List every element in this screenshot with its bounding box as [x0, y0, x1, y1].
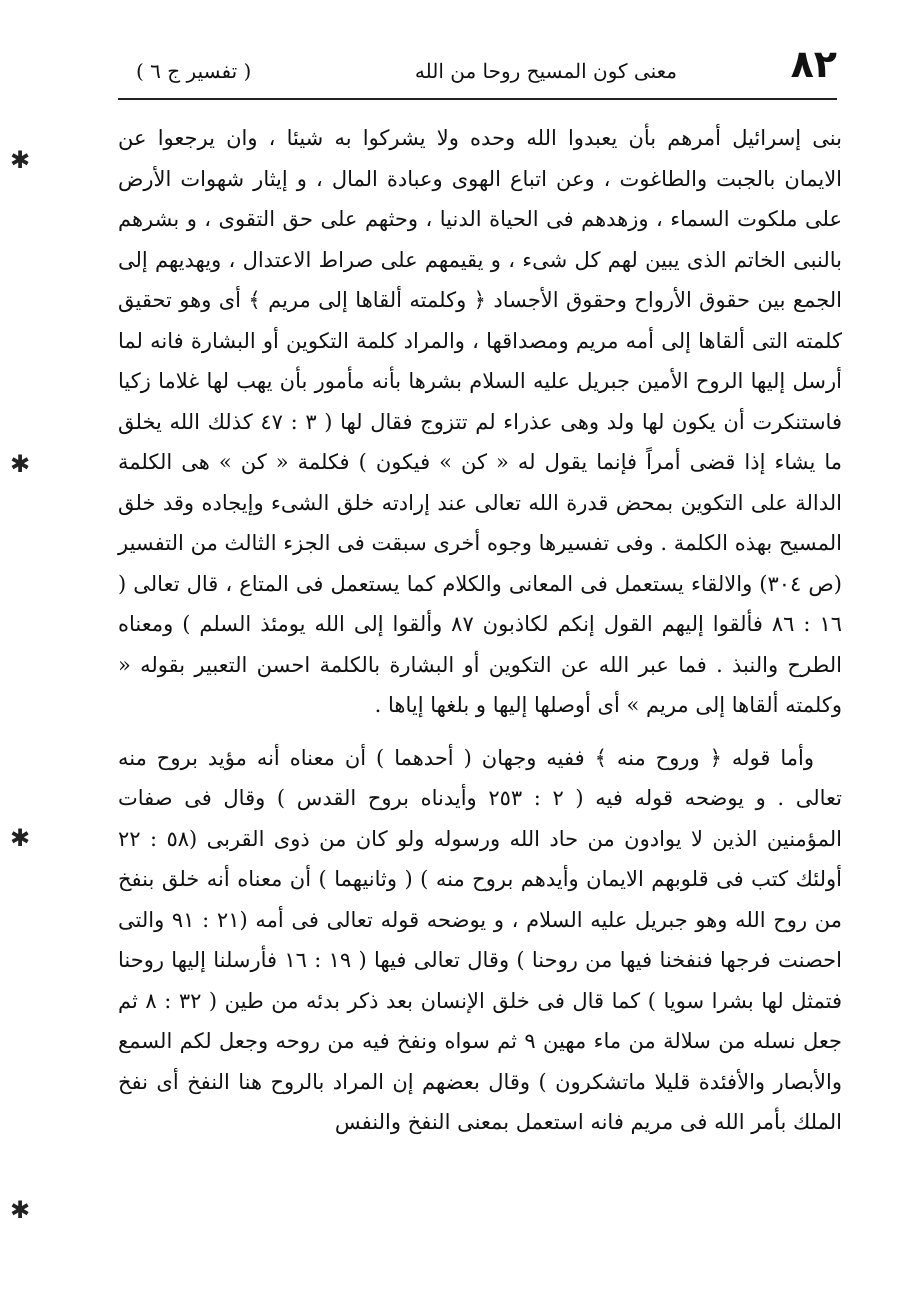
paragraph: وأما قوله ﴿ وروح منه ﴾ ففيه وجهان ( أحدهما ) أن معناه أنه مؤيد بروح منه تعالى . و يوضحه قوله فيه ( ٢ : ٢٥٣ وأيدناه بروح القدس ) وقال فى صفات المؤمنين الذين لا يوادون من حاد الله ورسوله ولو كان من ذوى القربى (٥٨ : ٢٢ أولئك كتب فى قلوبهم الايمان وأيدهم بروح منه ) ( وثانيهما ) أن معناه أنه خلق بنفخ من روح الله وهو جبريل عليه السلام ، و يوضحه قوله تعالى فى أمه (٢١ : ٩١ والتى احصنت فرجها فنفخنا فيها من روحنا ) وقال تعالى فيها ( ١٩ : ١٦ فأرسلنا إليها روحنا فتمثل لها بشرا سويا ) كما قال فى خلق الإنسان بعد ذكر بدئه من طين ( ٣٢ : ٨ ثم جعل نسله من سلالة من ماء مهين ٩ ثم سواه ونفخ فيه من روحه وجعل لكم السمع والأبصار والأفئدة قليلا ماتشكرون ) وقال بعضهم إن المراد بالروح هنا النفخ أى نفخ الملك بأمر الله فى مريم فانه استعمل بمعنى النفخ والنفس [118, 745, 843, 1134]
book-reference: ( تفسير ج ٦ ) [136, 59, 252, 83]
running-title: معنى كون المسيح روحا من الله [414, 59, 677, 83]
paragraph: بنى إسرائيل أمرهم بأن يعبدوا الله وحده ولا يشركوا به شيئا ، وان يرجعوا عن الايمان بالجبت والطاغوت ، وعن اتباع الهوى وعبادة المال ، و إيثار شهوات الأرض على ملكوت السماء ، وزهدهم فى الحياة الدنيا ، وحثهم على حق التقوى ، و بشرهم بالنبى الخاتم الذى يبين لهم كل شىء ، و يقيمهم على صراط الاعتدال ، ويهديهم إلى الجمع بين حقوق الأرواح وحقوق الأجساد ﴿ وكلمته ألقاها إلى مريم ﴾ أى وهو تحقيق كلمته التى ألقاها إلى أمه مريم ومصداقها ، والمراد كلمة التكوين أو البشارة فانه لما أرسل إليها الروح الأمين جبريل عليه السلام بشرها بأنه مأمور بأن يهب لها غلاما زكيا فاستنكرت أن يكون لها ولد وهى عذراء لم تتزوج فقال لها ( ٣ : ٤٧ كذلك الله يخلق ما يشاء إذا قضى أمراً فإنما يقول له « كن » فيكون ) فكلمة « كن » هى الكلمة الدالة على التكوين بمحض قدرة الله تعالى عند إرادته خلق الشىء وإيجاده وقد خلق المسيح بهذه الكلمة . وفى تفسيرها وجوه أخرى سبقت فى الجزء الثالث من التفسير (ص ٣٠٤) والالقاء يستعمل فى المعانى والكلام كما يستعمل فى المتاع ، قال تعالى ( ١٦ : ٨٦ فألقوا إليهم القول إنكم لكاذبون ٨٧ وألقوا إلى الله يومئذ السلم ) ومعناه الطرح والنبذ . فما عبر الله عن التكوين أو البشارة بالكلمة احسن التعبير بقوله « وكلمته ألقاها إلى مريم » أى أوصلها إليها و بلغها إياها . [118, 126, 842, 717]
page-number: ٨٢ [790, 42, 837, 86]
margin-star-icon: ✱ [9, 824, 31, 852]
page-header [118, 36, 837, 100]
body-text [118, 118, 842, 1143]
margin-star-icon: ✱ [9, 450, 31, 478]
header-divider [118, 98, 837, 100]
margin-star-icon: ✱ [9, 1196, 31, 1224]
margin-star-icon: ✱ [9, 146, 31, 174]
